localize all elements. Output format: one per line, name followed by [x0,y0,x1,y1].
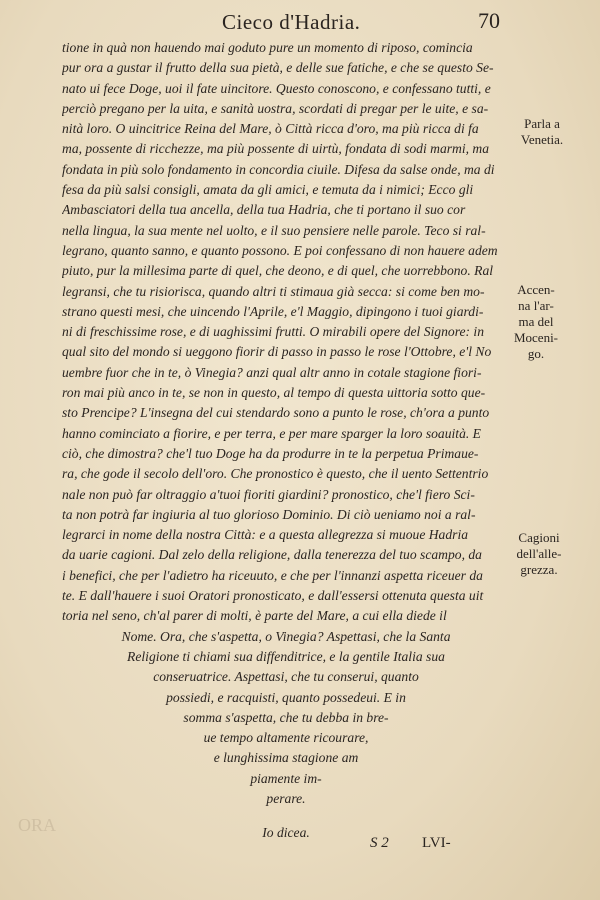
text-line: piuto, pur la millesima parte di quel, che deono, e di quel, che uorrebbono. Ral [62,263,494,279]
closing-line: Io dicea. [262,825,310,841]
note-line: ma del [518,314,554,329]
margin-note-venetia [510,116,574,148]
running-head: Cieco d'Hadria. [222,10,361,34]
text-line: nato ui fece Doge, uoi il fate uincitore. Questo conoscono, e confessano tutti, e [62,80,491,96]
tapered-line: Religione ti chiami sua diffenditrice, e la gentile Italia sua [127,648,445,664]
text-line: hanno cominciato a fiorire, e per terra, e per mare sparger la loro soauità. E [62,425,481,441]
text-line: Ambasciatori della tua ancella, della tua Hadria, che ti portano il suo cor [62,202,466,218]
text-line: qual sito del mondo si ueggono fiorir di passo in passo le rose l'Ottobre, e'l No [62,344,492,360]
tapered-line: Nome. Ora, che s'aspetta, o Vinegia? Aspettasi, che la Santa [121,628,451,644]
note-line: na l'ar- [518,298,554,313]
page-footer [0,835,600,859]
signature-mark: S 2 [370,835,389,851]
text-line: nella lingua, la sua mente nel uolto, e il suo pensiere nelle parole. Teco si ral- [62,222,486,238]
text-line: nità loro. O uincitrice Reina del Mare, ò Città ricca d'oro, ma più ricca di fa [62,121,479,137]
tapered-line: possiedi, e racquisti, quanto possedeui. E in [166,689,406,705]
tapered-line: e lunghissima stagione am [213,750,359,766]
note-line: go. [527,346,545,361]
text-line: tione in quà non hauendo mai goduto pure un momento di riposo, comincia [62,40,473,55]
tapered-line: perare. [266,790,306,806]
note-line: grezza. [520,562,558,577]
text-line: toria nel seno, ch'al parer di molti, è parte del Mare, a cui ella diede il [62,608,447,624]
text-line: te. E dall'hauere i suoi Oratori pronosticato, e dall'essersi ottenuta questa uit [62,588,484,604]
text-line: legrarci in nome della nostra Città: e a questa allegrezza si muoue Hadria [62,527,469,543]
text-line: uembre fuor che in te, ò Vinegia? anzi qual altr anno in cotale stagione fiori- [62,364,482,380]
text-line: ta non potrà far ingiuria al tuo glorioso Dominio. Di ciò ueniamo noi a ral- [62,506,476,522]
text-line: ra, che gode il secolo dell'oro. Che pronostico è questo, che il uento Settentrio [62,466,489,482]
text-line: legransi, che tu risiorisca, quando altri ti stimaua già secca: si come ben mo- [62,283,485,299]
body-text [62,38,510,844]
text-line: i benefici, che per l'adietro ha riceuuto, e che per l'innanzi aspetta riceuer da [62,567,483,583]
text-line: fondata in più solo fondamento in concordia ciuile. Difesa da salse onde, ma di [62,161,495,177]
tapered-line: piamente im- [250,770,322,786]
note-line: Moceni- [513,330,559,345]
tapered-line: somma s'aspetta, che tu debba in bre- [183,709,389,725]
text-line: ni di freschissime rose, e di uaghissimi frutti. O mirabili opere del Signore: in [62,324,485,340]
tapered-line: ue tempo altamente ricourare, [203,730,369,746]
note-line: Parla a [524,116,560,131]
note-line: Accen- [517,282,555,297]
spacer [62,809,510,823]
note-line: Cagioni [518,530,560,545]
text-line: pur ora a gustar il frutto della sua pietà, e delle sue fatiche, e che se questo Se- [62,60,494,76]
text-line: ciò, che dimostra? che'l tuo Doge ha da produrre in te la perpetua Primaue- [62,445,479,461]
catchword: LVI- [422,835,451,851]
text-line: da uarie cagioni. Dal zelo della religione, dalla tenerezza del tuo scampo, da [62,547,482,563]
text-line: nale non può far oltraggio a'tuoi fioriti giardini? pronostico, che'l fiero Sci- [62,486,475,502]
page-number: 70 [478,8,500,33]
note-line: Venetia. [520,132,564,147]
text-line: fesa da più salsi consigli, amata da gli amici, e temuta da i nimici; Ecco gli [62,182,474,198]
margin-note-cagioni [506,530,572,578]
text-line: strano questi mesi, che uincendo l'Aprile, e'l Maggio, dipingono i tuoi giardi- [62,303,484,319]
text-line: ma, possente di ricchezze, ma più possente di uirtù, fondata di sodi marmi, ma [62,141,490,157]
text-line: legrano, quanto sanno, e quanto possono. E poi confessano di non hauere adem [62,242,498,258]
text-line: ron mai più anco in te, se non in questo, al tempo di questa uittoria sotto que- [62,385,486,401]
text-line: perciò pregano per la uita, e sanità uostra, scordati di pregar per le uite, e sa- [62,100,489,116]
show-through-text: ORA [18,815,57,835]
page-header [0,6,600,36]
margin-note-arma [508,282,564,362]
note-line: dell'alle- [516,546,562,561]
tapered-line: conseruatrice. Aspettasi, che tu conserui, quanto [153,669,419,685]
text-line: sto Prencipe? L'insegna del cui stendardo sono a punto le rose, ch'ora a punto [62,405,490,421]
